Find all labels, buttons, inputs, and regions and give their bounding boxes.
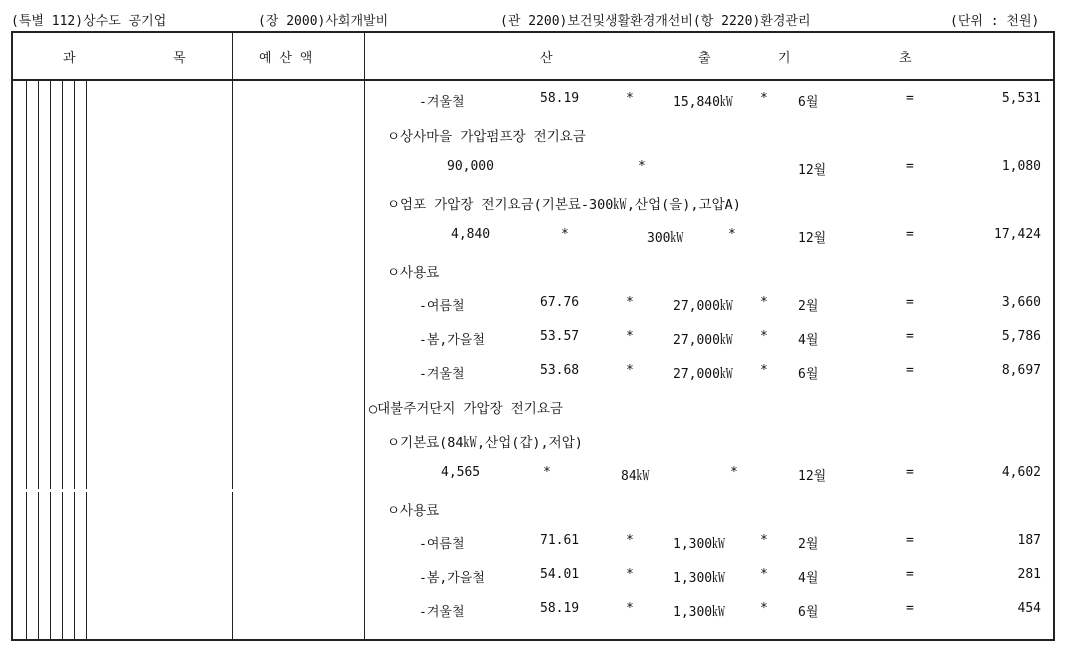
col-header-calc-1: 산 (540, 51, 553, 66)
line-operator: * (760, 601, 768, 616)
line-operator: * (760, 329, 768, 344)
line-rate: 58.19 (540, 91, 580, 106)
line-total: 4,602 (1001, 465, 1041, 480)
col-header-budget: 예 산 액 (259, 51, 313, 66)
line-operator: * (760, 533, 768, 548)
calc-line (13, 533, 1053, 553)
col-header-calc-3: 기 (778, 51, 791, 66)
line-usage: 27,000㎾ (673, 367, 733, 382)
line-equals: = (906, 159, 914, 174)
line-operator: * (760, 91, 768, 106)
calc-line (13, 329, 1053, 349)
line-operator: * (561, 227, 569, 242)
line-months: 6월 (798, 367, 819, 382)
calc-line (13, 499, 1053, 519)
line-heading: ㅇ사용료 (387, 503, 440, 519)
line-months: 2월 (798, 537, 819, 552)
col-header-subject-a: 과 (63, 51, 76, 66)
line-operator: * (760, 567, 768, 582)
line-months: 4월 (798, 333, 819, 348)
line-operator: * (626, 533, 634, 548)
calc-line (13, 295, 1053, 315)
line-usage: 1,300㎾ (673, 605, 726, 620)
line-rate: 53.57 (540, 329, 580, 344)
line-usage: 300㎾ (647, 231, 684, 246)
calc-line (13, 465, 1053, 485)
line-heading: ㅇ엄포 가압장 전기요금(기본료-300㎾,산업(을),고압A) (387, 197, 741, 213)
line-months: 6월 (798, 95, 819, 110)
line-total: 454 (1017, 601, 1041, 616)
line-equals: = (906, 227, 914, 242)
line-rate: 53.68 (540, 363, 580, 378)
line-total: 3,660 (1001, 295, 1041, 310)
line-operator: * (543, 465, 551, 480)
line-equals: = (906, 363, 914, 378)
line-rate: 4,565 (441, 465, 481, 480)
line-label: -봄,가을철 (419, 333, 485, 348)
calc-line (13, 567, 1053, 587)
line-operator: * (728, 227, 736, 242)
line-usage: 1,300㎾ (673, 537, 726, 552)
line-heading: ㅇ기본료(84㎾,산업(갑),저압) (387, 435, 583, 451)
col-header-subject-b: 목 (173, 51, 186, 66)
line-operator: * (626, 329, 634, 344)
line-operator: * (626, 363, 634, 378)
line-total: 281 (1017, 567, 1041, 582)
calc-line (13, 125, 1053, 145)
line-operator: * (638, 159, 646, 174)
line-equals: = (906, 329, 914, 344)
line-usage: 15,840㎾ (673, 95, 733, 110)
page-break-gap (13, 489, 363, 492)
line-operator: * (760, 295, 768, 310)
line-usage: 27,000㎾ (673, 333, 733, 348)
calc-line (13, 159, 1053, 179)
line-usage: 1,300㎾ (673, 571, 726, 586)
budget-table (11, 31, 1055, 641)
line-total: 5,786 (1001, 329, 1041, 344)
line-label: -겨울철 (419, 367, 465, 382)
line-total: 5,531 (1001, 91, 1041, 106)
line-months: 12월 (798, 231, 827, 246)
calc-line (13, 261, 1053, 281)
calc-line (13, 363, 1053, 383)
line-equals: = (906, 601, 914, 616)
calc-line (13, 397, 1053, 417)
col-header-calc-4: 초 (899, 51, 912, 66)
line-rate: 54.01 (540, 567, 580, 582)
line-months: 12월 (798, 163, 827, 178)
line-heading: ㅇ사용료 (387, 265, 440, 281)
calc-line (13, 91, 1053, 111)
line-operator: * (626, 601, 634, 616)
line-months: 4월 (798, 571, 819, 586)
line-operator: * (626, 567, 634, 582)
line-rate: 71.61 (540, 533, 580, 548)
line-equals: = (906, 567, 914, 582)
line-rate: 4,840 (451, 227, 491, 242)
line-operator: * (760, 363, 768, 378)
calc-line (13, 193, 1053, 213)
line-operator: * (730, 465, 738, 480)
line-months: 2월 (798, 299, 819, 314)
line-equals: = (906, 91, 914, 106)
line-heading: ㅇ상사마을 가압펌프장 전기요금 (387, 129, 586, 145)
line-rate: 90,000 (447, 159, 494, 174)
line-total: 1,080 (1001, 159, 1041, 174)
line-label: -겨울철 (419, 95, 465, 110)
line-months: 6월 (798, 605, 819, 620)
line-operator: * (626, 91, 634, 106)
col-header-calc-2: 출 (698, 51, 711, 66)
line-months: 12월 (798, 469, 827, 484)
header-chapter: (장 2000)사회개발비 (258, 14, 389, 29)
line-total: 187 (1017, 533, 1041, 548)
calc-line (13, 431, 1053, 451)
line-label: -봄,가을철 (419, 571, 485, 586)
line-operator: * (626, 295, 634, 310)
line-label: -여름철 (419, 537, 465, 552)
line-total: 17,424 (994, 227, 1041, 242)
line-rate: 67.76 (540, 295, 580, 310)
line-label: -여름철 (419, 299, 465, 314)
calc-line (13, 227, 1053, 247)
line-equals: = (906, 465, 914, 480)
line-heading: ○대불주거단지 가압장 전기요금 (369, 401, 563, 417)
line-equals: = (906, 295, 914, 310)
calc-line (13, 601, 1053, 621)
line-rate: 58.19 (540, 601, 580, 616)
line-equals: = (906, 533, 914, 548)
line-usage: 84㎾ (621, 469, 650, 484)
header-account: (특별 112)상수도 공기업 (11, 14, 167, 29)
line-label: -겨울철 (419, 605, 465, 620)
line-total: 8,697 (1001, 363, 1041, 378)
header-section: (관 2200)보건및생활환경개선비(항 2220)환경관리 (500, 14, 811, 29)
header-divider (13, 79, 1053, 81)
line-usage: 27,000㎾ (673, 299, 733, 314)
header-unit: (단위 : 천원) (950, 14, 1040, 29)
